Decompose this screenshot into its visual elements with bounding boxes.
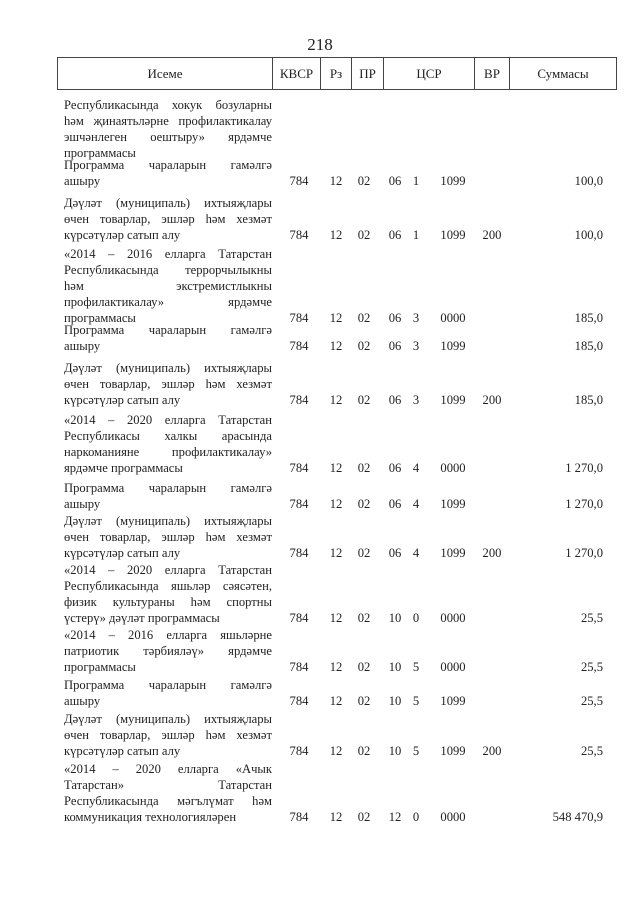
cell-c1: 06 xyxy=(388,311,402,325)
cell-sum: 25,5 xyxy=(580,611,603,625)
table-row xyxy=(0,412,640,476)
cell-c3: 0000 xyxy=(440,810,466,824)
row-name-line: күрсәтүләр сатып алу xyxy=(64,744,181,758)
cell-c1: 06 xyxy=(388,174,402,188)
row-name-line: патриотик тәрбияләү» ярдәмче xyxy=(64,644,272,658)
row-name-line: Дәүләт (муниципаль) ихтыяҗлары xyxy=(64,712,272,726)
row-name-line: Республикасында террорчылыкны xyxy=(64,263,272,277)
row-name-line: Программа чараларын гамәлгә xyxy=(64,678,272,692)
cell-c2: 5 xyxy=(412,694,420,708)
row-name-line: ашыру xyxy=(64,497,101,511)
row-name-line: Дәүләт (муниципаль) ихтыяҗлары xyxy=(64,361,272,375)
cell-c1: 12 xyxy=(388,810,402,824)
row-name-line: Дәүләт (муниципаль) ихтыяҗлары xyxy=(64,514,272,528)
table-row xyxy=(0,322,640,354)
cell-rz: 12 xyxy=(329,546,343,560)
cell-pr: 02 xyxy=(357,339,371,353)
cell-sum: 1 270,0 xyxy=(565,461,603,475)
row-name-line: Республикасында яшьләр сәясәтен, xyxy=(64,579,272,593)
cell-sum: 25,5 xyxy=(580,694,603,708)
cell-pr: 02 xyxy=(357,744,371,758)
row-name-line: ашыру xyxy=(64,174,101,188)
cell-c1: 06 xyxy=(388,497,402,511)
cell-c1: 10 xyxy=(388,744,402,758)
cell-sum: 1 270,0 xyxy=(565,546,603,560)
table-row xyxy=(0,513,640,561)
cell-c1: 06 xyxy=(388,461,402,475)
table-row xyxy=(0,195,640,243)
cell-pr: 02 xyxy=(357,497,371,511)
row-name-line: өчен товарлар, эшләр һәм хезмәт xyxy=(64,377,272,391)
table-header xyxy=(57,57,617,90)
row-name-line: профилактикалау» ярдәмче xyxy=(64,295,272,309)
row-name xyxy=(64,711,272,759)
cell-sum: 185,0 xyxy=(574,339,603,353)
row-name-line: күрсәтүләр сатып алу xyxy=(64,393,181,407)
cell-c2: 1 xyxy=(412,174,420,188)
row-name-line: программасы xyxy=(64,660,136,674)
cell-vr: 200 xyxy=(482,744,502,758)
cell-kvsr: 784 xyxy=(289,497,309,511)
cell-c2: 0 xyxy=(412,611,420,625)
cell-c1: 10 xyxy=(388,660,402,674)
row-name xyxy=(64,195,272,243)
cell-kvsr: 784 xyxy=(289,228,309,242)
cell-kvsr: 784 xyxy=(289,393,309,407)
cell-rz: 12 xyxy=(329,744,343,758)
cell-pr: 02 xyxy=(357,393,371,407)
row-name-line: Татарстан» Татарстан xyxy=(64,778,272,792)
cell-kvsr: 784 xyxy=(289,311,309,325)
row-name xyxy=(64,480,272,512)
row-name-line: «2014 – 2020 елларга Татарстан xyxy=(64,413,272,427)
cell-rz: 12 xyxy=(329,393,343,407)
row-name-line: коммуникация технологияләрен xyxy=(64,810,237,824)
row-name-line: «2014 – 2020 елларга Татарстан xyxy=(64,563,272,577)
row-name-line: үстерү» дәүләт программасы xyxy=(64,611,220,625)
row-name-line: Программа чараларын гамәлгә xyxy=(64,323,272,337)
cell-kvsr: 784 xyxy=(289,810,309,824)
row-name-line: Программа чараларын гамәлгә xyxy=(64,158,272,172)
cell-c2: 3 xyxy=(412,339,420,353)
cell-sum: 548 470,9 xyxy=(552,810,603,824)
cell-c3: 1099 xyxy=(440,339,466,353)
table-row xyxy=(0,711,640,759)
cell-c3: 0000 xyxy=(440,311,466,325)
cell-sum: 185,0 xyxy=(574,311,603,325)
cell-c3: 1099 xyxy=(440,497,466,511)
row-name xyxy=(64,360,272,408)
cell-rz: 12 xyxy=(329,694,343,708)
cell-sum: 1 270,0 xyxy=(565,497,603,511)
cell-pr: 02 xyxy=(357,461,371,475)
cell-c2: 0 xyxy=(412,810,420,824)
cell-c2: 1 xyxy=(412,228,420,242)
row-name-line: өчен товарлар, эшләр һәм хезмәт xyxy=(64,530,272,544)
table-row xyxy=(0,761,640,825)
table-row xyxy=(0,677,640,709)
cell-kvsr: 784 xyxy=(289,660,309,674)
intro-line: Республикасында хокук бозуларны xyxy=(64,98,272,112)
cell-pr: 02 xyxy=(357,311,371,325)
row-name xyxy=(64,677,272,709)
intro-line: һәм җинаятьләрне профилактикалау xyxy=(64,114,272,128)
row-name-line: күрсәтүләр сатып алу xyxy=(64,228,181,242)
row-name-line: өчен товарлар, эшләр һәм хезмәт xyxy=(64,212,272,226)
table-row xyxy=(0,157,640,189)
cell-rz: 12 xyxy=(329,311,343,325)
cell-pr: 02 xyxy=(357,611,371,625)
cell-rz: 12 xyxy=(329,174,343,188)
header-sum: Суммасы xyxy=(537,66,589,81)
header-csr: ЦСР xyxy=(384,58,475,89)
row-name-line: Дәүләт (муниципаль) ихтыяҗлары xyxy=(64,196,272,210)
row-name xyxy=(64,246,272,326)
row-name-line: физик культураны һәм спортны xyxy=(64,595,272,609)
cell-c2: 5 xyxy=(412,744,420,758)
cell-pr: 02 xyxy=(357,810,371,824)
row-name xyxy=(64,761,272,825)
cell-pr: 02 xyxy=(357,660,371,674)
cell-c3: 1099 xyxy=(440,694,466,708)
cell-rz: 12 xyxy=(329,810,343,824)
row-name-line: ашыру xyxy=(64,694,101,708)
cell-c2: 4 xyxy=(412,497,420,511)
cell-c3: 1099 xyxy=(440,744,466,758)
cell-kvsr: 784 xyxy=(289,611,309,625)
cell-c2: 4 xyxy=(412,461,420,475)
cell-c2: 5 xyxy=(412,660,420,674)
row-name-line: күрсәтүләр сатып алу xyxy=(64,546,181,560)
cell-rz: 12 xyxy=(329,461,343,475)
row-name-line: наркоманияне профилактикалау» xyxy=(64,445,272,459)
row-name-line: Республикасында мәгълүмат һәм xyxy=(64,794,272,808)
cell-kvsr: 784 xyxy=(289,546,309,560)
header-pr: ПР xyxy=(352,58,384,89)
cell-kvsr: 784 xyxy=(289,174,309,188)
row-name xyxy=(64,627,272,675)
row-name-line: һәм экстремистлыкны xyxy=(64,279,272,293)
cell-sum: 185,0 xyxy=(574,393,603,407)
cell-kvsr: 784 xyxy=(289,744,309,758)
row-name-line: «2014 – 2020 елларга «Ачык xyxy=(64,762,272,776)
cell-sum: 100,0 xyxy=(574,228,603,242)
cell-c1: 10 xyxy=(388,694,402,708)
row-name xyxy=(64,562,272,626)
row-name-line: ашыру xyxy=(64,339,101,353)
cell-c3: 1099 xyxy=(440,228,466,242)
row-name-line: «2014 – 2016 елларга яшьләрне xyxy=(64,628,272,642)
cell-vr: 200 xyxy=(482,393,502,407)
cell-sum: 25,5 xyxy=(580,744,603,758)
table-row xyxy=(0,246,640,326)
header-rz: Рз xyxy=(321,58,352,89)
cell-c3: 1099 xyxy=(440,546,466,560)
cell-c3: 0000 xyxy=(440,461,466,475)
header-vr: ВР xyxy=(475,58,510,89)
cell-kvsr: 784 xyxy=(289,694,309,708)
cell-c1: 06 xyxy=(388,546,402,560)
cell-rz: 12 xyxy=(329,611,343,625)
cell-c3: 0000 xyxy=(440,611,466,625)
cell-sum: 25,5 xyxy=(580,660,603,674)
cell-pr: 02 xyxy=(357,174,371,188)
table-row xyxy=(0,360,640,408)
cell-c2: 3 xyxy=(412,393,420,407)
row-name xyxy=(64,412,272,476)
cell-rz: 12 xyxy=(329,339,343,353)
intro-line: эшчәнлеген оештыру» ярдәмче xyxy=(64,130,272,144)
page-number: 218 xyxy=(307,35,333,54)
cell-c3: 1099 xyxy=(440,393,466,407)
row-name-line: «2014 – 2016 елларга Татарстан xyxy=(64,247,272,261)
intro-line: программасы xyxy=(64,146,136,160)
cell-rz: 12 xyxy=(329,497,343,511)
cell-vr: 200 xyxy=(482,546,502,560)
header-name: Исеме xyxy=(58,58,273,89)
cell-rz: 12 xyxy=(329,660,343,674)
cell-c2: 3 xyxy=(412,311,420,325)
cell-pr: 02 xyxy=(357,694,371,708)
row-name xyxy=(64,157,272,189)
cell-c1: 06 xyxy=(388,393,402,407)
cell-kvsr: 784 xyxy=(289,339,309,353)
row-name-line: Программа чараларын гамәлгә xyxy=(64,481,272,495)
cell-c1: 06 xyxy=(388,339,402,353)
row-name xyxy=(64,322,272,354)
cell-sum: 100,0 xyxy=(574,174,603,188)
cell-pr: 02 xyxy=(357,228,371,242)
header-kvsr: КВСР xyxy=(273,58,321,89)
row-name-line: программасы xyxy=(64,311,136,325)
cell-rz: 12 xyxy=(329,228,343,242)
cell-c3: 0000 xyxy=(440,660,466,674)
intro-text xyxy=(64,97,272,161)
row-name xyxy=(64,513,272,561)
table-row xyxy=(0,480,640,512)
cell-kvsr: 784 xyxy=(289,461,309,475)
row-name-line: өчен товарлар, эшләр һәм хезмәт xyxy=(64,728,272,742)
row-name-line: Республикасы халкы арасында xyxy=(64,429,272,443)
cell-vr: 200 xyxy=(482,228,502,242)
cell-c2: 4 xyxy=(412,546,420,560)
cell-c3: 1099 xyxy=(440,174,466,188)
cell-c1: 10 xyxy=(388,611,402,625)
table-row xyxy=(0,562,640,626)
row-name-line: ярдәмче программасы xyxy=(64,461,183,475)
cell-pr: 02 xyxy=(357,546,371,560)
table-row xyxy=(0,627,640,675)
cell-c1: 06 xyxy=(388,228,402,242)
